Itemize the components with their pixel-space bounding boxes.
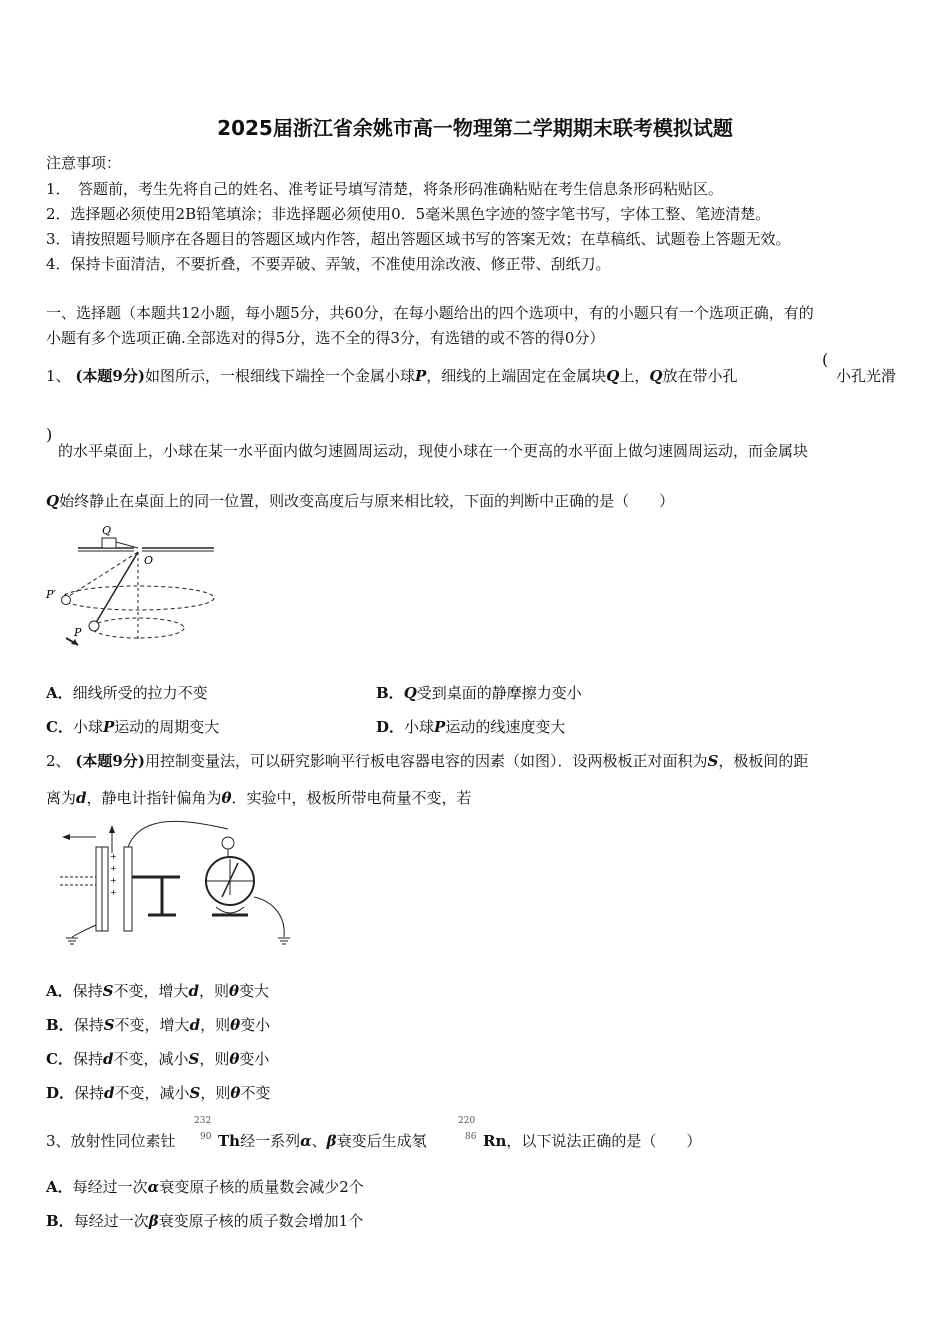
arrow-left-head — [62, 834, 70, 840]
q1-option-c-label: C． — [46, 718, 73, 736]
q1-option-b-var: Q — [403, 684, 417, 702]
charge-plus-1: + — [110, 852, 117, 861]
q3-option-a-p2: 衰变原子核的质量数会减少2个 — [159, 1178, 364, 1196]
q2-option-a-v2: d — [188, 982, 200, 1000]
q1-option-c-var: P — [102, 718, 115, 736]
notice-heading: 注意事项： — [46, 154, 122, 172]
q1-text-5: 小孔光滑 — [836, 367, 897, 385]
q2-option-d-v3: θ — [230, 1084, 241, 1102]
electrometer-stand — [216, 907, 244, 913]
q3-text-3: 衰变后生成氡 — [336, 1132, 427, 1150]
q1-text-4: 放在带小孔 — [662, 367, 738, 385]
q1-option-c[interactable] — [46, 716, 219, 737]
q1-var-q: Q — [606, 367, 620, 385]
q2-option-c-v1: d — [102, 1050, 114, 1068]
q1-text-3: 上， — [619, 367, 650, 385]
q2-var-s: S — [707, 752, 719, 770]
q1-text-1: 如图所示，一根细线下端拴一个金属小球 — [144, 367, 415, 385]
q2-option-c-p4: 变小 — [239, 1050, 270, 1068]
q2-option-c-p3: ，则 — [199, 1050, 230, 1068]
q1-option-d-var: P — [434, 718, 446, 736]
q1-option-a[interactable] — [46, 682, 208, 703]
q2-text-4: ，静电计指针偏角为 — [86, 789, 222, 807]
q3-th: Th — [218, 1132, 241, 1150]
q2-number: 2、 — [46, 752, 71, 770]
q3-text-1: 放射性同位素钍 — [70, 1132, 176, 1150]
q1-line-3 — [46, 490, 674, 511]
q1-option-d[interactable] — [376, 716, 565, 737]
q2-option-d-p4: 不变 — [240, 1084, 271, 1102]
string-upper — [66, 552, 138, 598]
ball-p-prime — [62, 596, 71, 605]
q3-beta: β — [326, 1132, 337, 1150]
q2-option-b-p4: 变小 — [240, 1016, 271, 1034]
q2-option-d-p2: 不变，减小 — [114, 1084, 190, 1102]
q2-option-a-v3: θ — [229, 982, 240, 1000]
q2-option-b[interactable] — [46, 1014, 270, 1035]
q2-var-theta: θ — [221, 789, 232, 807]
q2-option-b-p2: 不变，增大 — [114, 1016, 190, 1034]
q3-line-1c — [483, 1130, 701, 1151]
q2-var-d: d — [76, 789, 87, 807]
q2-line-1 — [46, 750, 808, 771]
q2-option-a-p2: 不变，增大 — [113, 982, 189, 1000]
q2-option-a-p3: ，则 — [199, 982, 230, 1000]
q2-option-b-label: B． — [46, 1016, 74, 1034]
fig-label-o: O — [144, 554, 154, 567]
section-line-2: 小题有多个选项正确.全部选对的得5分，选不全的得3分，有选错的或不答的得0分） — [46, 329, 605, 347]
q1-var-p: P — [414, 367, 427, 385]
q2-option-c-p1: 保持 — [72, 1050, 103, 1068]
section-line-1: 一、选择题（本题共12小题，每小题5分，共60分，在每小题给出的四个选项中，有的小题只有一个选项正确，有的 — [46, 304, 814, 322]
fig-label-p: P — [74, 626, 82, 639]
block-q — [102, 538, 116, 548]
q2-option-b-v1: S — [103, 1016, 115, 1034]
th-atomic-number: 90 — [200, 1132, 212, 1142]
q1-var-q-3: Q — [46, 492, 60, 510]
q2-option-b-v2: d — [189, 1016, 201, 1034]
rn-mass-number: 220 — [458, 1116, 476, 1126]
q2-option-b-p1: 保持 — [73, 1016, 104, 1034]
q2-text-3: 离为 — [46, 789, 77, 807]
q3-text-4: ，以下说法正确的是（ ） — [506, 1132, 702, 1150]
q3-rn: Rn — [483, 1132, 507, 1150]
q3-option-b-p1: 每经过一次 — [73, 1212, 149, 1230]
q3-number: 3、 — [46, 1132, 71, 1150]
q2-option-c[interactable] — [46, 1048, 269, 1069]
q1-option-c-text: 运动的周期变大 — [114, 718, 220, 736]
q1-option-d-text: 运动的线速度变大 — [445, 718, 566, 736]
q3-option-a-p1: 每经过一次 — [72, 1178, 148, 1196]
string-lower — [94, 552, 138, 626]
q1-open-paren: ( — [822, 350, 829, 369]
q1-text-7: 始终静止在桌面上的同一位置，则改变高度后与原来相比较，下面的判断中正确的是（ ） — [59, 492, 675, 510]
q2-option-c-p2: 不变，减小 — [113, 1050, 189, 1068]
q1-var-q-2: Q — [649, 367, 663, 385]
right-plate — [124, 847, 132, 931]
q3-alpha: α — [300, 1132, 312, 1150]
q1-option-c-pre: 小球 — [72, 718, 103, 736]
q2-option-c-v3: θ — [229, 1050, 240, 1068]
q1-line-1 — [46, 365, 737, 386]
q2-option-d-v2: S — [189, 1084, 201, 1102]
q3-option-b[interactable] — [46, 1210, 363, 1231]
charge-plus-4: + — [110, 888, 117, 897]
notice-item-2: 2．选择题必须使用2B铅笔填涂；非选择题必须使用0．5毫米黑色字迹的签字笔书写，字体工整、笔迹清楚。 — [46, 205, 771, 223]
q2-option-b-v3: θ — [230, 1016, 241, 1034]
q2-option-a[interactable] — [46, 980, 269, 1001]
notice-item-3: 3．请按照题号顺序在各题目的答题区域内作答，超出答题区域书写的答案无效；在草稿纸、试题卷上答题无效。 — [46, 230, 791, 248]
q2-option-a-p1: 保持 — [72, 982, 103, 1000]
q2-option-d-p1: 保持 — [74, 1084, 105, 1102]
q3-option-b-label: B． — [46, 1212, 74, 1230]
ball-p — [89, 621, 99, 631]
q1-close-paren: ) — [46, 425, 53, 444]
q3-line-1 — [46, 1130, 176, 1151]
q2-text-5: ．实验中，极板所带电荷量不变，若 — [231, 789, 472, 807]
q1-option-d-label: D． — [376, 718, 405, 736]
ground-wire-left — [72, 925, 96, 937]
notice-item-4: 4．保持卡面清洁，不要折叠，不要弄破、弄皱，不准使用涂改液、修正带、刮纸刀。 — [46, 255, 611, 273]
q2-option-d[interactable] — [46, 1082, 270, 1103]
q1-text-6: 的水平桌面上，小球在某一水平面内做匀速圆周运动，现使小球在一个更高的水平面上做匀速圆周运动，而金属块 — [58, 442, 809, 460]
q3-sep: 、 — [311, 1132, 327, 1150]
q2-option-d-label: D． — [46, 1084, 75, 1102]
q1-text-2: ，细线的上端固定在金属块 — [426, 367, 607, 385]
q2-text-1: 用控制变量法，可以研究影响平行板电容器电容的因素（如图）．设两极板正对面积为 — [144, 752, 708, 770]
q3-option-a-var: α — [147, 1178, 160, 1196]
q2-option-a-label: A． — [46, 982, 73, 1000]
th-mass-number: 232 — [194, 1116, 212, 1126]
q1-option-b-label: B． — [376, 684, 404, 702]
q2-option-a-p4: 变大 — [239, 982, 270, 1000]
fig-label-p-prime: P′ — [46, 588, 56, 601]
q1-figure — [44, 520, 224, 650]
q2-option-d-p3: ，则 — [200, 1084, 231, 1102]
electrometer-knob — [222, 837, 234, 849]
q2-option-b-p3: ，则 — [200, 1016, 231, 1034]
q2-option-c-v2: S — [188, 1050, 200, 1068]
string-top — [116, 542, 138, 548]
charge-plus-2: + — [110, 864, 117, 873]
page-title: 2025届浙江省余姚市高一物理第二学期期末联考模拟试题 — [217, 116, 733, 140]
q2-line-2 — [46, 787, 472, 808]
q3-option-a-label: A． — [46, 1178, 73, 1196]
notice-item-1: 1． 答题前，考生先将自己的姓名、准考证号填写清楚，将条形码准确粘贴在考生信息条形码粘贴区。 — [46, 180, 724, 198]
q3-option-b-var: β — [148, 1212, 159, 1230]
q2-figure — [52, 815, 302, 950]
q2-score: (本题9分) — [75, 752, 145, 770]
fig-label-q: Q — [102, 524, 112, 537]
q1-option-a-text: 细线所受的拉力不变 — [72, 684, 208, 702]
q1-number: 1、 — [46, 367, 71, 385]
q3-option-b-p2: 衰变原子核的质子数会增加1个 — [158, 1212, 364, 1230]
q1-option-a-label: A． — [46, 684, 73, 702]
q1-option-d-pre: 小球 — [404, 718, 435, 736]
left-plate-holder — [96, 847, 102, 931]
q3-text-2: 经一系列 — [240, 1132, 301, 1150]
q3-line-1b — [218, 1130, 427, 1151]
q1-option-b[interactable] — [376, 682, 582, 703]
ground-wire-right — [254, 897, 284, 937]
q3-option-a[interactable] — [46, 1176, 364, 1197]
q2-option-c-label: C． — [46, 1050, 73, 1068]
charge-plus-3: + — [110, 876, 117, 885]
q1-score: (本题9分) — [75, 367, 145, 385]
arrow-up-head — [109, 825, 115, 833]
left-plate — [102, 847, 108, 931]
q2-option-a-v1: S — [102, 982, 114, 1000]
q2-option-d-v1: d — [104, 1084, 115, 1102]
wire-top — [128, 821, 228, 847]
rn-atomic-number: 86 — [465, 1132, 477, 1142]
q1-option-b-text: 受到桌面的静摩擦力变小 — [416, 684, 582, 702]
q2-text-2: ，极板间的距 — [718, 752, 809, 770]
